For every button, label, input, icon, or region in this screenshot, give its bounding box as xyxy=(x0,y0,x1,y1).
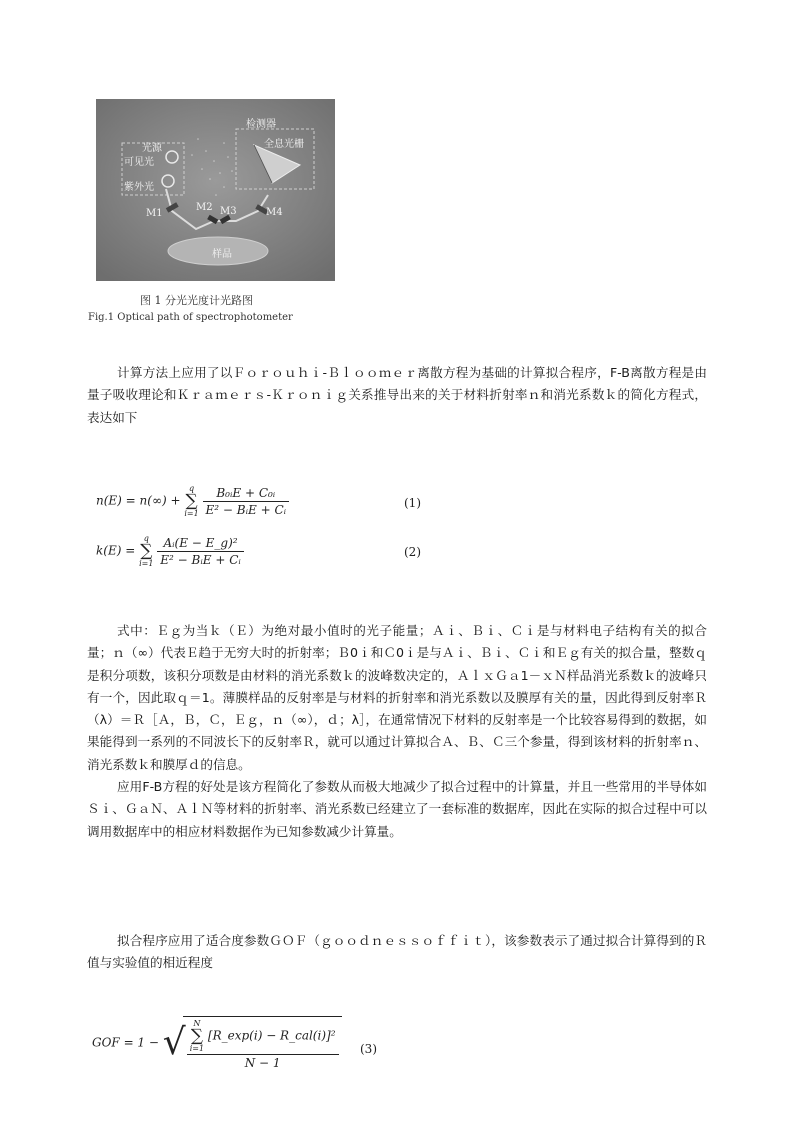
eq3-fraction xyxy=(187,1019,339,1070)
eq1-lhs: n(E) = n(∞) + xyxy=(96,493,181,508)
paragraph-gof xyxy=(87,930,707,975)
eq1-fraction xyxy=(203,486,290,517)
eq1-sum-bottom: i=1 xyxy=(184,509,199,518)
label-light-source: 光源 xyxy=(142,143,162,154)
equation-1-number: (1) xyxy=(404,496,421,510)
eq3-summation: N ∑ i=1 xyxy=(189,1019,205,1053)
label-m2: M2 xyxy=(196,202,213,213)
eq2-sum-top: q xyxy=(143,534,149,543)
paragraph-explanation xyxy=(87,620,707,843)
label-sample: 样品 xyxy=(212,249,232,260)
eq3-numerator-text: [R_exp(i) − R_cal(i)]² xyxy=(207,1028,336,1043)
equation-1 xyxy=(96,484,289,518)
eq2-lhs: k(E) = xyxy=(96,543,136,558)
eq3-denominator: N − 1 xyxy=(244,1056,281,1070)
paragraph-fb-advantage-text: 应用F-B方程的好处是该方程简化了参数从而极大地减少了拟合过程中的计算量，并且一些常用的半导体如Ｓｉ、ＧａＮ、ＡｌＮ等材料的折射率、消光系数已经建立了一套标准的数据库，因此在实际的拟合过程中可以调用数据库中的相应材料数据作为已知参数减少计算量。 xyxy=(87,779,707,839)
figure-caption-en: Fig.1 Optical path of spectrophotometer xyxy=(88,312,293,323)
equation-2-number: (2) xyxy=(404,545,421,559)
eq2-fraction xyxy=(157,536,244,567)
eq1-denominator: E² − BᵢE + Cᵢ xyxy=(205,502,287,517)
label-m3: M3 xyxy=(220,206,237,217)
eq3-sum-bottom: i=1 xyxy=(189,1044,205,1053)
eq3-radicand xyxy=(183,1016,342,1070)
eq3-sum-top: N xyxy=(193,1019,201,1028)
label-uv: 紫外光 xyxy=(124,182,154,193)
label-detector: 检测器 xyxy=(246,119,276,130)
equation-3-number: (3) xyxy=(360,1042,377,1056)
label-visible: 可见光 xyxy=(124,157,154,168)
label-grating: 全息光栅 xyxy=(264,139,304,150)
eq1-summation: q ∑ i=1 xyxy=(184,484,199,518)
eq3-lhs: GOF = 1 − xyxy=(92,1035,159,1050)
eq2-sum-bottom: i=1 xyxy=(139,559,154,568)
paragraph-explanation-text: 式中：Ｅｇ为当ｋ（Ｅ）为绝对最小值时的光子能量；Ａｉ、Ｂｉ、Ｃｉ是与材料电子结构有关的拟合量；ｎ（∞）代表Ｅ趋于无穷大时的折射率；Ｂ0ｉ和Ｃ0ｉ是与Ａｉ、Ｂｉ、Ｃｉ和Ｅｇ有关的拟合量，整数ｑ是积分项数，该积分项数是由材料的消光系数ｋ的波峰数决定的，ＡｌｘＧａ1－ｘＮ样品消光系数ｋ的波峰只有一个，因此取ｑ＝1。薄膜样品的反射率是与材料的折射率和消光系数以及膜厚有关的量，因此得到反射率Ｒ（λ）＝Ｒ［Ａ，Ｂ，Ｃ，Ｅｇ，ｎ（∞），ｄ；λ］，在通常情况下材料的反射率是一个比较容易得到的数据，如果能得到一系列的不同波长下的反射率Ｒ，就可以通过计算拟合Ａ、Ｂ、Ｃ三个参量，得到该材料的折射率ｎ、消光系数ｋ和膜厚ｄ的信息。 xyxy=(87,623,707,772)
label-m1: M1 xyxy=(146,208,163,219)
eq2-numerator: Aᵢ(E − E_g)² xyxy=(157,536,244,552)
paragraph-method xyxy=(87,362,707,429)
label-m4: M4 xyxy=(266,207,283,218)
eq1-sum-top: q xyxy=(188,484,195,493)
radical-sign: √ xyxy=(162,1022,186,1063)
eq2-summation: q ∑ i=1 xyxy=(139,534,154,568)
eq2-denominator: E² − BᵢE + Cᵢ xyxy=(160,552,241,567)
optical-path-figure xyxy=(96,99,335,281)
eq3-numerator xyxy=(187,1019,339,1055)
equation-2 xyxy=(96,534,244,568)
paragraph-gof-text: 拟合程序应用了适合度参数ＧＯＦ（ｇｏｏｄｎｅｓｓｏｆｆｉｔ），该参数表示了通过拟合计算得到的Ｒ值与实验值的相近程度 xyxy=(87,933,707,971)
paragraph-method-text: 计算方法上应用了以Ｆｏｒｏｕｈｉ-Ｂｌｏｏｍｅｒ离散方程为基础的计算拟合程序，F-B离散方程是由量子吸收理论和Ｋｒａｍｅｒｓ-Ｋｒｏｎｉｇ关系推导出来的关于材料折射率ｎ和消光系数ｋ的简化方程式，表达如下 xyxy=(87,365,707,425)
equation-3 xyxy=(92,1016,342,1070)
eq1-numerator: B₀ᵢE + C₀ᵢ xyxy=(203,486,290,502)
figure-caption-cn: 图 1 分光光度计光路图 xyxy=(140,294,253,307)
